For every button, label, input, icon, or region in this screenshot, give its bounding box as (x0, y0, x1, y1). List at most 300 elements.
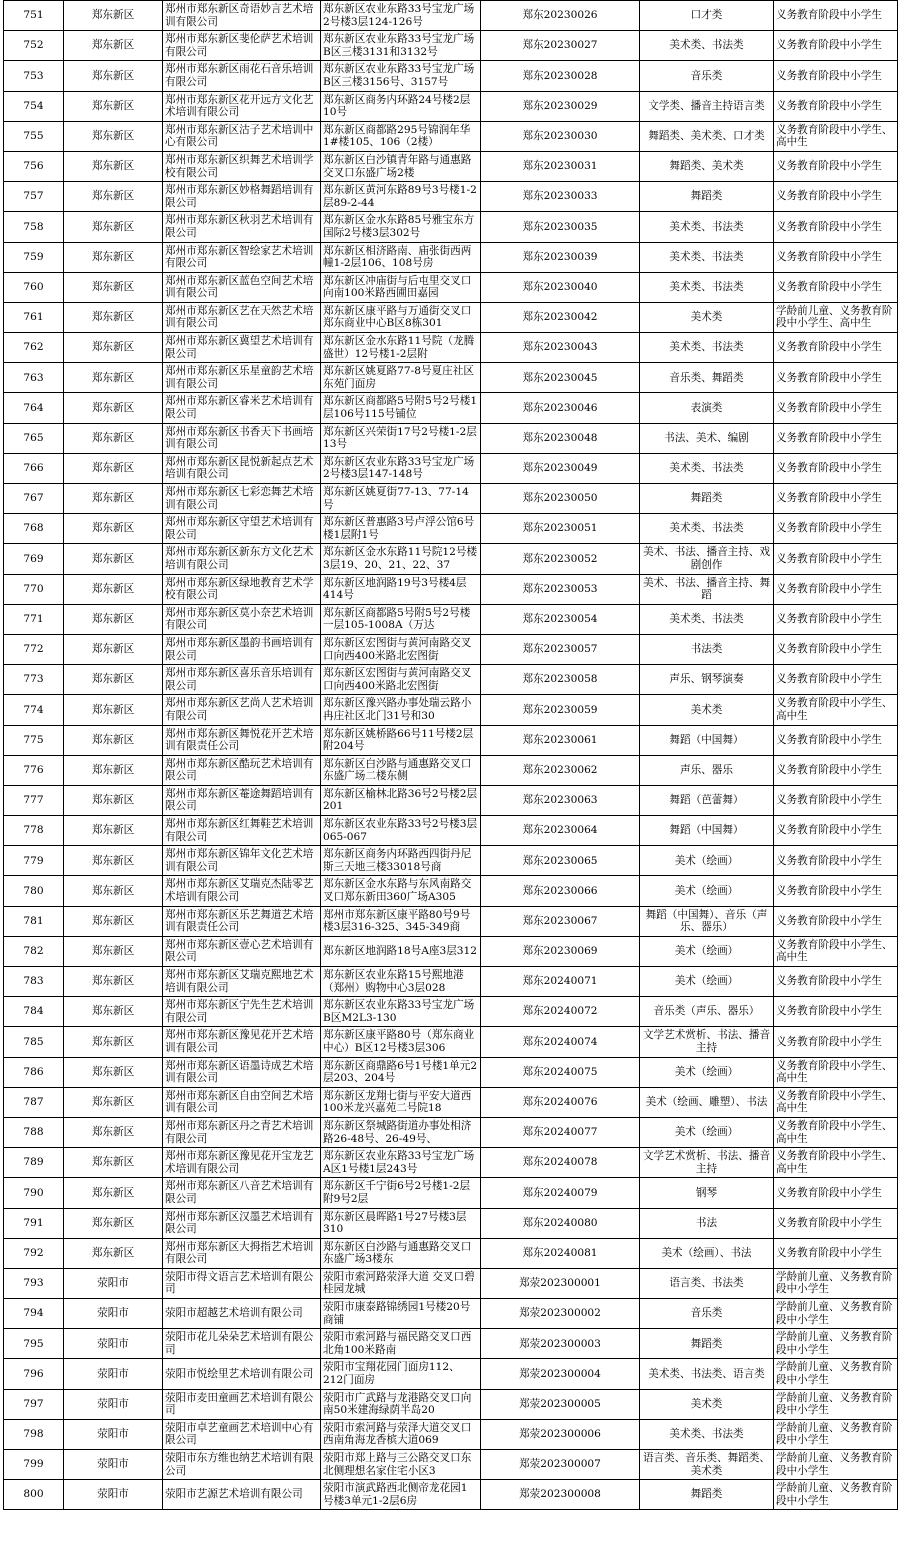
training-category-cell: 美术（绘画） (640, 1117, 774, 1147)
training-category-cell: 美术（绘画） (640, 1057, 774, 1087)
institution-name-cell: 郑州市郑东新区守望艺术培训有限公司 (163, 514, 321, 544)
address-cell: 郑东新区农业东路15号熙地港（郑州）购物中心3层028 (321, 967, 481, 997)
table-row (4, 1148, 898, 1178)
table-row (4, 665, 898, 695)
target-students-cell: 义务教育阶段中小学生 (774, 634, 898, 664)
district-cell: 郑东新区 (64, 1027, 163, 1057)
license-number-cell: 郑东20230051 (481, 514, 640, 544)
district-cell: 郑东新区 (64, 725, 163, 755)
district-cell: 郑东新区 (64, 423, 163, 453)
training-category-cell: 书法、美术、编剧 (640, 423, 774, 453)
row-number-cell: 788 (4, 1117, 64, 1147)
institution-name-cell: 郑州市郑东新区新东方文化艺术培训有限公司 (163, 544, 321, 574)
district-cell: 郑东新区 (64, 906, 163, 936)
license-number-cell: 郑东20240071 (481, 967, 640, 997)
row-number-cell: 791 (4, 1208, 64, 1238)
row-number-cell: 759 (4, 242, 64, 272)
address-cell: 郑东新区农业东路33号宝龙广场B区三楼3156号、3157号 (321, 61, 481, 91)
institution-name-cell: 荥阳市东方维也纳艺术培训有限公司 (163, 1450, 321, 1480)
address-cell: 郑东新区农业东路33号2号楼3层065-067 (321, 816, 481, 846)
license-number-cell: 郑东20230027 (481, 31, 640, 61)
training-category-cell: 美术（绘画） (640, 936, 774, 966)
training-category-cell: 舞蹈（中国舞）、音乐（声乐、器乐） (640, 906, 774, 936)
training-category-cell: 舞蹈（中国舞） (640, 725, 774, 755)
institution-name-cell: 荥阳市超越艺术培训有限公司 (163, 1299, 321, 1329)
row-number-cell: 789 (4, 1148, 64, 1178)
address-cell: 郑东新区商务内环路西四街丹尼斯三天地三楼33018号商 (321, 846, 481, 876)
row-number-cell: 771 (4, 604, 64, 634)
training-category-cell: 舞蹈类 (640, 1480, 774, 1510)
target-students-cell: 义务教育阶段中小学生 (774, 61, 898, 91)
institution-name-cell: 荥阳市麦田童画艺术培训有限公司 (163, 1389, 321, 1419)
address-cell: 郑东新区商都路295号锦润年华1#楼105、106（2楼） (321, 121, 481, 151)
institution-name-cell: 郑州市郑东新区妙格舞蹈培训有限公司 (163, 182, 321, 212)
license-number-cell: 郑荥202300008 (481, 1480, 640, 1510)
license-number-cell: 郑东20240078 (481, 1148, 640, 1178)
district-cell: 荥阳市 (64, 1450, 163, 1480)
address-cell: 郑东新区姚桥路66号11号楼2层附204号 (321, 725, 481, 755)
table-row (4, 695, 898, 725)
table-row (4, 1, 898, 31)
institution-name-cell: 郑州市郑东新区自由空间艺术培训有限公司 (163, 1087, 321, 1117)
table-row (4, 634, 898, 664)
training-category-cell: 文学艺术赏析、书法、播音主持 (640, 1027, 774, 1057)
district-cell: 郑东新区 (64, 514, 163, 544)
table-row (4, 514, 898, 544)
target-students-cell: 义务教育阶段中小学生 (774, 1178, 898, 1208)
row-number-cell: 754 (4, 91, 64, 121)
institution-name-cell: 郑州市郑东新区丹之青艺术培训有限公司 (163, 1117, 321, 1147)
row-number-cell: 775 (4, 725, 64, 755)
row-number-cell: 757 (4, 182, 64, 212)
training-category-cell: 音乐类 (640, 61, 774, 91)
target-students-cell: 义务教育阶段中小学生 (774, 906, 898, 936)
district-cell: 郑东新区 (64, 604, 163, 634)
table-row (4, 544, 898, 574)
table-row (4, 1450, 898, 1480)
row-number-cell: 779 (4, 846, 64, 876)
district-cell: 郑东新区 (64, 574, 163, 604)
district-cell: 郑东新区 (64, 393, 163, 423)
table-row (4, 302, 898, 332)
institution-name-cell: 郑州市郑东新区书香天下书画培训有限公司 (163, 423, 321, 453)
target-students-cell: 义务教育阶段中小学生 (774, 272, 898, 302)
table-row (4, 1057, 898, 1087)
institution-name-cell: 郑州市郑东新区宁先生艺术培训有限公司 (163, 997, 321, 1027)
table-row (4, 423, 898, 453)
license-number-cell: 郑东20240072 (481, 997, 640, 1027)
table-row (4, 1087, 898, 1117)
institution-name-cell: 郑州市郑东新区喜乐音乐培训有限公司 (163, 665, 321, 695)
address-cell: 郑东新区白沙路与通惠路交叉口东盛广场3楼东 (321, 1238, 481, 1268)
district-cell: 郑东新区 (64, 665, 163, 695)
institution-name-cell: 郑州市郑东新区莫小奈艺术培训有限公司 (163, 604, 321, 634)
table-row (4, 151, 898, 181)
row-number-cell: 778 (4, 816, 64, 846)
row-number-cell: 777 (4, 785, 64, 815)
target-students-cell: 义务教育阶段中小学生 (774, 1, 898, 31)
target-students-cell: 义务教育阶段中小学生 (774, 363, 898, 393)
address-cell: 郑东新区农业东路33号宝龙广场2号楼3层147-148号 (321, 453, 481, 483)
table-row (4, 121, 898, 151)
target-students-cell: 学龄前儿童、义务教育阶段中小学生 (774, 1480, 898, 1510)
training-category-cell: 语言类、书法类 (640, 1268, 774, 1298)
address-cell: 郑东新区龙翔七街与平安大道西100米龙兴嘉苑二号院18 (321, 1087, 481, 1117)
institution-name-cell: 郑州市郑东新区舞悦花开艺术培训有限责任公司 (163, 725, 321, 755)
table-row (4, 393, 898, 423)
license-number-cell: 郑东20230039 (481, 242, 640, 272)
target-students-cell: 义务教育阶段中小学生 (774, 423, 898, 453)
training-category-cell: 美术类、书法类 (640, 242, 774, 272)
table-row (4, 91, 898, 121)
institution-name-cell: 郑州市郑东新区艾瑞克熙地艺术培训有限公司 (163, 967, 321, 997)
training-category-cell: 美术类、书法类 (640, 272, 774, 302)
district-cell: 郑东新区 (64, 755, 163, 785)
target-students-cell: 义务教育阶段中小学生 (774, 816, 898, 846)
target-students-cell: 义务教育阶段中小学生 (774, 967, 898, 997)
row-number-cell: 773 (4, 665, 64, 695)
institution-name-cell: 郑州市郑东新区大拇指艺术培训有限公司 (163, 1238, 321, 1268)
institution-name-cell: 郑州市郑东新区蓝色空间艺术培训有限公司 (163, 272, 321, 302)
address-cell: 郑东新区千宁街6号2号楼1-2层附9号2层 (321, 1178, 481, 1208)
address-cell: 郑东新区地润路19号3号楼4层414号 (321, 574, 481, 604)
target-students-cell: 学龄前儿童、义务教育阶段中小学生 (774, 1450, 898, 1480)
license-number-cell: 郑荥202300003 (481, 1329, 640, 1359)
training-category-cell: 美术类 (640, 302, 774, 332)
address-cell: 郑东新区普惠路3号卢浮公馆6号楼1层附1号 (321, 514, 481, 544)
target-students-cell: 义务教育阶段中小学生、高中生 (774, 936, 898, 966)
address-cell: 郑东新区宏图街与黄河南路交叉口向西400米路北宏图街 (321, 665, 481, 695)
table-row (4, 484, 898, 514)
address-cell: 荥阳市康泰路锦绣园1号楼20号商铺 (321, 1299, 481, 1329)
table-row (4, 604, 898, 634)
address-cell: 郑东新区金水东路与东风南路交叉口郑东新田360广场A305 (321, 876, 481, 906)
table-row (4, 1027, 898, 1057)
row-number-cell: 795 (4, 1329, 64, 1359)
institution-name-cell: 郑州市郑东新区艺在天然艺术培训有限公司 (163, 302, 321, 332)
row-number-cell: 751 (4, 1, 64, 31)
institution-name-cell: 荥阳市得文语言艺术培训有限公司 (163, 1268, 321, 1298)
table-row (4, 755, 898, 785)
target-students-cell: 义务教育阶段中小学生 (774, 785, 898, 815)
institution-name-cell: 郑州市郑东新区锦年文化艺术培训有限公司 (163, 846, 321, 876)
row-number-cell: 794 (4, 1299, 64, 1329)
district-cell: 郑东新区 (64, 1208, 163, 1238)
address-cell: 郑东新区宏图街与黄河南路交叉口向西400米路北宏图街 (321, 634, 481, 664)
license-number-cell: 郑东20230045 (481, 363, 640, 393)
license-number-cell: 郑东20230067 (481, 906, 640, 936)
training-category-cell: 口才类 (640, 1, 774, 31)
target-students-cell: 义务教育阶段中小学生、高中生 (774, 1117, 898, 1147)
table-row (4, 1389, 898, 1419)
row-number-cell: 781 (4, 906, 64, 936)
license-number-cell: 郑东20230043 (481, 333, 640, 363)
training-category-cell: 美术类 (640, 1389, 774, 1419)
district-cell: 郑东新区 (64, 936, 163, 966)
training-category-cell: 语言类、音乐类、舞蹈类、美术类 (640, 1450, 774, 1480)
address-cell: 郑东新区姚夏街77-13、77-14号 (321, 484, 481, 514)
target-students-cell: 学龄前儿童、义务教育阶段中小学生 (774, 1299, 898, 1329)
row-number-cell: 758 (4, 212, 64, 242)
license-number-cell: 郑东20240080 (481, 1208, 640, 1238)
license-number-cell: 郑荥202300004 (481, 1359, 640, 1389)
row-number-cell: 760 (4, 272, 64, 302)
license-number-cell: 郑东20240081 (481, 1238, 640, 1268)
address-cell: 郑东新区冲庙街与后屯里交叉口向南100米路西圃田嘉园 (321, 272, 481, 302)
district-cell: 荥阳市 (64, 1329, 163, 1359)
table-row (4, 967, 898, 997)
row-number-cell: 764 (4, 393, 64, 423)
license-number-cell: 郑东20230046 (481, 393, 640, 423)
license-number-cell: 郑东20230040 (481, 272, 640, 302)
institution-name-cell: 郑州市郑东新区乐星童韵艺术培训有限公司 (163, 363, 321, 393)
table-row (4, 876, 898, 906)
institution-name-cell: 郑州市郑东新区冀望艺术培训有限公司 (163, 333, 321, 363)
training-category-cell: 书法 (640, 1208, 774, 1238)
address-cell: 荥阳市索河路与福民路交叉口西北角100米路南 (321, 1329, 481, 1359)
target-students-cell: 义务教育阶段中小学生、高中生 (774, 1087, 898, 1117)
table-row (4, 31, 898, 61)
license-number-cell: 郑东20230048 (481, 423, 640, 453)
table-row (4, 1208, 898, 1238)
license-number-cell: 郑东20230057 (481, 634, 640, 664)
target-students-cell: 义务教育阶段中小学生 (774, 876, 898, 906)
institution-name-cell: 郑州市郑东新区七彩恋舞艺术培训有限公司 (163, 484, 321, 514)
training-category-cell: 美术（绘画、雕塑）、书法 (640, 1087, 774, 1117)
district-cell: 郑东新区 (64, 967, 163, 997)
institution-name-cell: 郑州市郑东新区花开远方文化艺术培训有限公司 (163, 91, 321, 121)
training-category-cell: 音乐类（声乐、器乐） (640, 997, 774, 1027)
license-number-cell: 郑东20230050 (481, 484, 640, 514)
institution-name-cell: 郑州市郑东新区菴途舞蹈培训有限公司 (163, 785, 321, 815)
row-number-cell: 761 (4, 302, 64, 332)
training-category-cell: 文学类、播音主持语言类 (640, 91, 774, 121)
training-category-cell: 美术类 (640, 695, 774, 725)
license-number-cell: 郑东20230054 (481, 604, 640, 634)
target-students-cell: 义务教育阶段中小学生 (774, 1027, 898, 1057)
institution-name-cell: 郑州市郑东新区睿米艺术培训有限公司 (163, 393, 321, 423)
license-number-cell: 郑东20240079 (481, 1178, 640, 1208)
license-number-cell: 郑东20230053 (481, 574, 640, 604)
district-cell: 郑东新区 (64, 302, 163, 332)
training-category-cell: 舞蹈类、美术类、口才类 (640, 121, 774, 151)
row-number-cell: 800 (4, 1480, 64, 1510)
license-number-cell: 郑东20230029 (481, 91, 640, 121)
institution-name-cell: 郑州市郑东新区红舞鞋艺术培训有限公司 (163, 816, 321, 846)
table-row (4, 453, 898, 483)
district-cell: 郑东新区 (64, 182, 163, 212)
table-row (4, 363, 898, 393)
license-number-cell: 郑东20230031 (481, 151, 640, 181)
training-category-cell: 美术类、书法类 (640, 212, 774, 242)
row-number-cell: 774 (4, 695, 64, 725)
table-row (4, 61, 898, 91)
license-number-cell: 郑东20230066 (481, 876, 640, 906)
district-cell: 郑东新区 (64, 61, 163, 91)
target-students-cell: 义务教育阶段中小学生 (774, 333, 898, 363)
training-institution-table (3, 0, 898, 1510)
district-cell: 郑东新区 (64, 695, 163, 725)
license-number-cell: 郑东20230052 (481, 544, 640, 574)
address-cell: 郑东新区商都路5号附5号2号楼1层106号115号铺位 (321, 393, 481, 423)
institution-name-cell: 郑州市郑东新区秋羽艺术培训有限公司 (163, 212, 321, 242)
address-cell: 郑州市郑东新区康平路80号9号楼3层316-325、345-349商 (321, 906, 481, 936)
institution-name-cell: 郑州市郑东新区艺尚人艺术培训有限公司 (163, 695, 321, 725)
training-category-cell: 美术类、书法类、语言类 (640, 1359, 774, 1389)
training-category-cell: 表演类 (640, 393, 774, 423)
address-cell: 郑东新区金水东路11号院（龙腾盛世）12号楼1-2层附 (321, 333, 481, 363)
target-students-cell: 义务教育阶段中小学生、高中生 (774, 121, 898, 151)
target-students-cell: 义务教育阶段中小学生 (774, 242, 898, 272)
district-cell: 郑东新区 (64, 846, 163, 876)
license-number-cell: 郑东20230042 (481, 302, 640, 332)
institution-name-cell: 郑州市郑东新区语墨诗成艺术培训有限公司 (163, 1057, 321, 1087)
license-number-cell: 郑荥202300006 (481, 1419, 640, 1449)
address-cell: 荥阳市郑上路与三公路交叉口东北侧理想名家住宅小区3 (321, 1450, 481, 1480)
license-number-cell: 郑东20230028 (481, 61, 640, 91)
district-cell: 郑东新区 (64, 272, 163, 302)
district-cell: 郑东新区 (64, 876, 163, 906)
address-cell: 郑东新区白沙路与通惠路交叉口东盛广场二楼东侧 (321, 755, 481, 785)
training-category-cell: 舞蹈类 (640, 484, 774, 514)
institution-name-cell: 郑州市郑东新区乐艺舞道艺术培训有限责任公司 (163, 906, 321, 936)
row-number-cell: 780 (4, 876, 64, 906)
district-cell: 荥阳市 (64, 1389, 163, 1419)
district-cell: 荥阳市 (64, 1359, 163, 1389)
table-row (4, 997, 898, 1027)
district-cell: 郑东新区 (64, 1178, 163, 1208)
row-number-cell: 798 (4, 1419, 64, 1449)
address-cell: 荥阳市广武路与龙港路交叉口向南50米建海绿荫半岛20 (321, 1389, 481, 1419)
target-students-cell: 义务教育阶段中小学生 (774, 212, 898, 242)
table-row (4, 182, 898, 212)
row-number-cell: 797 (4, 1389, 64, 1419)
district-cell: 郑东新区 (64, 212, 163, 242)
address-cell: 郑东新区商都路5号附5号2号楼一层105-1008A（万达 (321, 604, 481, 634)
training-category-cell: 美术（绘画） (640, 967, 774, 997)
row-number-cell: 787 (4, 1087, 64, 1117)
address-cell: 郑东新区榆林北路36号2号楼2层201 (321, 785, 481, 815)
institution-name-cell: 郑州市郑东新区智绘家艺术培训有限公司 (163, 242, 321, 272)
row-number-cell: 796 (4, 1359, 64, 1389)
target-students-cell: 义务教育阶段中小学生 (774, 514, 898, 544)
district-cell: 郑东新区 (64, 151, 163, 181)
target-students-cell: 义务教育阶段中小学生 (774, 91, 898, 121)
target-students-cell: 义务教育阶段中小学生 (774, 574, 898, 604)
address-cell: 郑东新区金水东路11号院12号楼3层19、20、21、22、37 (321, 544, 481, 574)
license-number-cell: 郑荥202300002 (481, 1299, 640, 1329)
license-number-cell: 郑东20230064 (481, 816, 640, 846)
institution-name-cell: 郑州市郑东新区八音艺术培训有限公司 (163, 1178, 321, 1208)
address-cell: 郑东新区商务内环路24号楼2层10号 (321, 91, 481, 121)
district-cell: 郑东新区 (64, 453, 163, 483)
license-number-cell: 郑东20230026 (481, 1, 640, 31)
table-row (4, 906, 898, 936)
target-students-cell: 学龄前儿童、义务教育阶段中小学生 (774, 1268, 898, 1298)
district-cell: 荥阳市 (64, 1299, 163, 1329)
training-category-cell: 声乐、钢琴演奏 (640, 665, 774, 695)
table-row (4, 1268, 898, 1298)
license-number-cell: 郑东20240076 (481, 1087, 640, 1117)
license-number-cell: 郑东20230030 (481, 121, 640, 151)
district-cell: 郑东新区 (64, 634, 163, 664)
target-students-cell: 义务教育阶段中小学生 (774, 755, 898, 785)
institution-name-cell: 郑州市郑东新区织舞艺术培训学校有限公司 (163, 151, 321, 181)
row-number-cell: 767 (4, 484, 64, 514)
institution-name-cell: 荥阳市花儿朵朵艺术培训有限公司 (163, 1329, 321, 1359)
target-students-cell: 义务教育阶段中小学生 (774, 1238, 898, 1268)
table-row (4, 1359, 898, 1389)
training-category-cell: 音乐类、舞蹈类 (640, 363, 774, 393)
district-cell: 郑东新区 (64, 363, 163, 393)
table-row (4, 1178, 898, 1208)
training-category-cell: 舞蹈类 (640, 1329, 774, 1359)
address-cell: 郑东新区康平路与万通街交叉口郑东商业中心B区8栋301 (321, 302, 481, 332)
district-cell: 郑东新区 (64, 121, 163, 151)
row-number-cell: 752 (4, 31, 64, 61)
row-number-cell: 776 (4, 755, 64, 785)
row-number-cell: 792 (4, 1238, 64, 1268)
address-cell: 郑东新区兴荣街17号2号楼1-2层13号 (321, 423, 481, 453)
institution-name-cell: 荥阳市卓艺童画艺术培训中心有限公司 (163, 1419, 321, 1449)
district-cell: 郑东新区 (64, 484, 163, 514)
table-row (4, 1299, 898, 1329)
address-cell: 郑东新区白沙镇青年路与通惠路交叉口东盛广场2楼 (321, 151, 481, 181)
district-cell: 郑东新区 (64, 1238, 163, 1268)
district-cell: 荥阳市 (64, 1419, 163, 1449)
table-row (4, 1419, 898, 1449)
license-number-cell: 郑东20230059 (481, 695, 640, 725)
training-category-cell: 舞蹈（中国舞） (640, 816, 774, 846)
district-cell: 郑东新区 (64, 333, 163, 363)
training-category-cell: 美术类、书法类 (640, 1419, 774, 1449)
row-number-cell: 772 (4, 634, 64, 664)
address-cell: 荥阳市索河路荥泽大道 交叉口碧桂园龙城 (321, 1268, 481, 1298)
institution-name-cell: 郑州市郑东新区艾瑞克杰陆零艺术培训有限公司 (163, 876, 321, 906)
row-number-cell: 765 (4, 423, 64, 453)
institution-name-cell: 郑州市郑东新区酷玩艺术培训有限公司 (163, 755, 321, 785)
license-number-cell: 郑东20230033 (481, 182, 640, 212)
license-number-cell: 郑东20230058 (481, 665, 640, 695)
license-number-cell: 郑东20230049 (481, 453, 640, 483)
table-row (4, 1117, 898, 1147)
training-category-cell: 钢琴 (640, 1178, 774, 1208)
institution-name-cell: 郑州市郑东新区雨花石音乐培训有限公司 (163, 61, 321, 91)
district-cell: 郑东新区 (64, 1117, 163, 1147)
address-cell: 郑东新区康平路80号（郑东商业中心）B区12号楼3层306 (321, 1027, 481, 1057)
row-number-cell: 786 (4, 1057, 64, 1087)
institution-name-cell: 郑州市郑东新区昆悦新起点艺术培训有限公司 (163, 453, 321, 483)
training-category-cell: 美术类、书法类 (640, 31, 774, 61)
row-number-cell: 755 (4, 121, 64, 151)
target-students-cell: 义务教育阶段中小学生 (774, 725, 898, 755)
target-students-cell: 义务教育阶段中小学生 (774, 151, 898, 181)
table-row (4, 846, 898, 876)
address-cell: 郑东新区农业东路33号宝龙广场2号楼3层124-126号 (321, 1, 481, 31)
institution-name-cell: 郑州市郑东新区绿地教育艺术学校有限公司 (163, 574, 321, 604)
target-students-cell: 学龄前儿童、义务教育阶段中小学生 (774, 1389, 898, 1419)
target-students-cell: 义务教育阶段中小学生 (774, 1208, 898, 1238)
row-number-cell: 768 (4, 514, 64, 544)
table-row (4, 272, 898, 302)
district-cell: 郑东新区 (64, 1148, 163, 1178)
target-students-cell: 义务教育阶段中小学生 (774, 665, 898, 695)
district-cell: 荥阳市 (64, 1268, 163, 1298)
license-number-cell: 郑东20240077 (481, 1117, 640, 1147)
license-number-cell: 郑东20230065 (481, 846, 640, 876)
row-number-cell: 766 (4, 453, 64, 483)
license-number-cell: 郑东20230061 (481, 725, 640, 755)
